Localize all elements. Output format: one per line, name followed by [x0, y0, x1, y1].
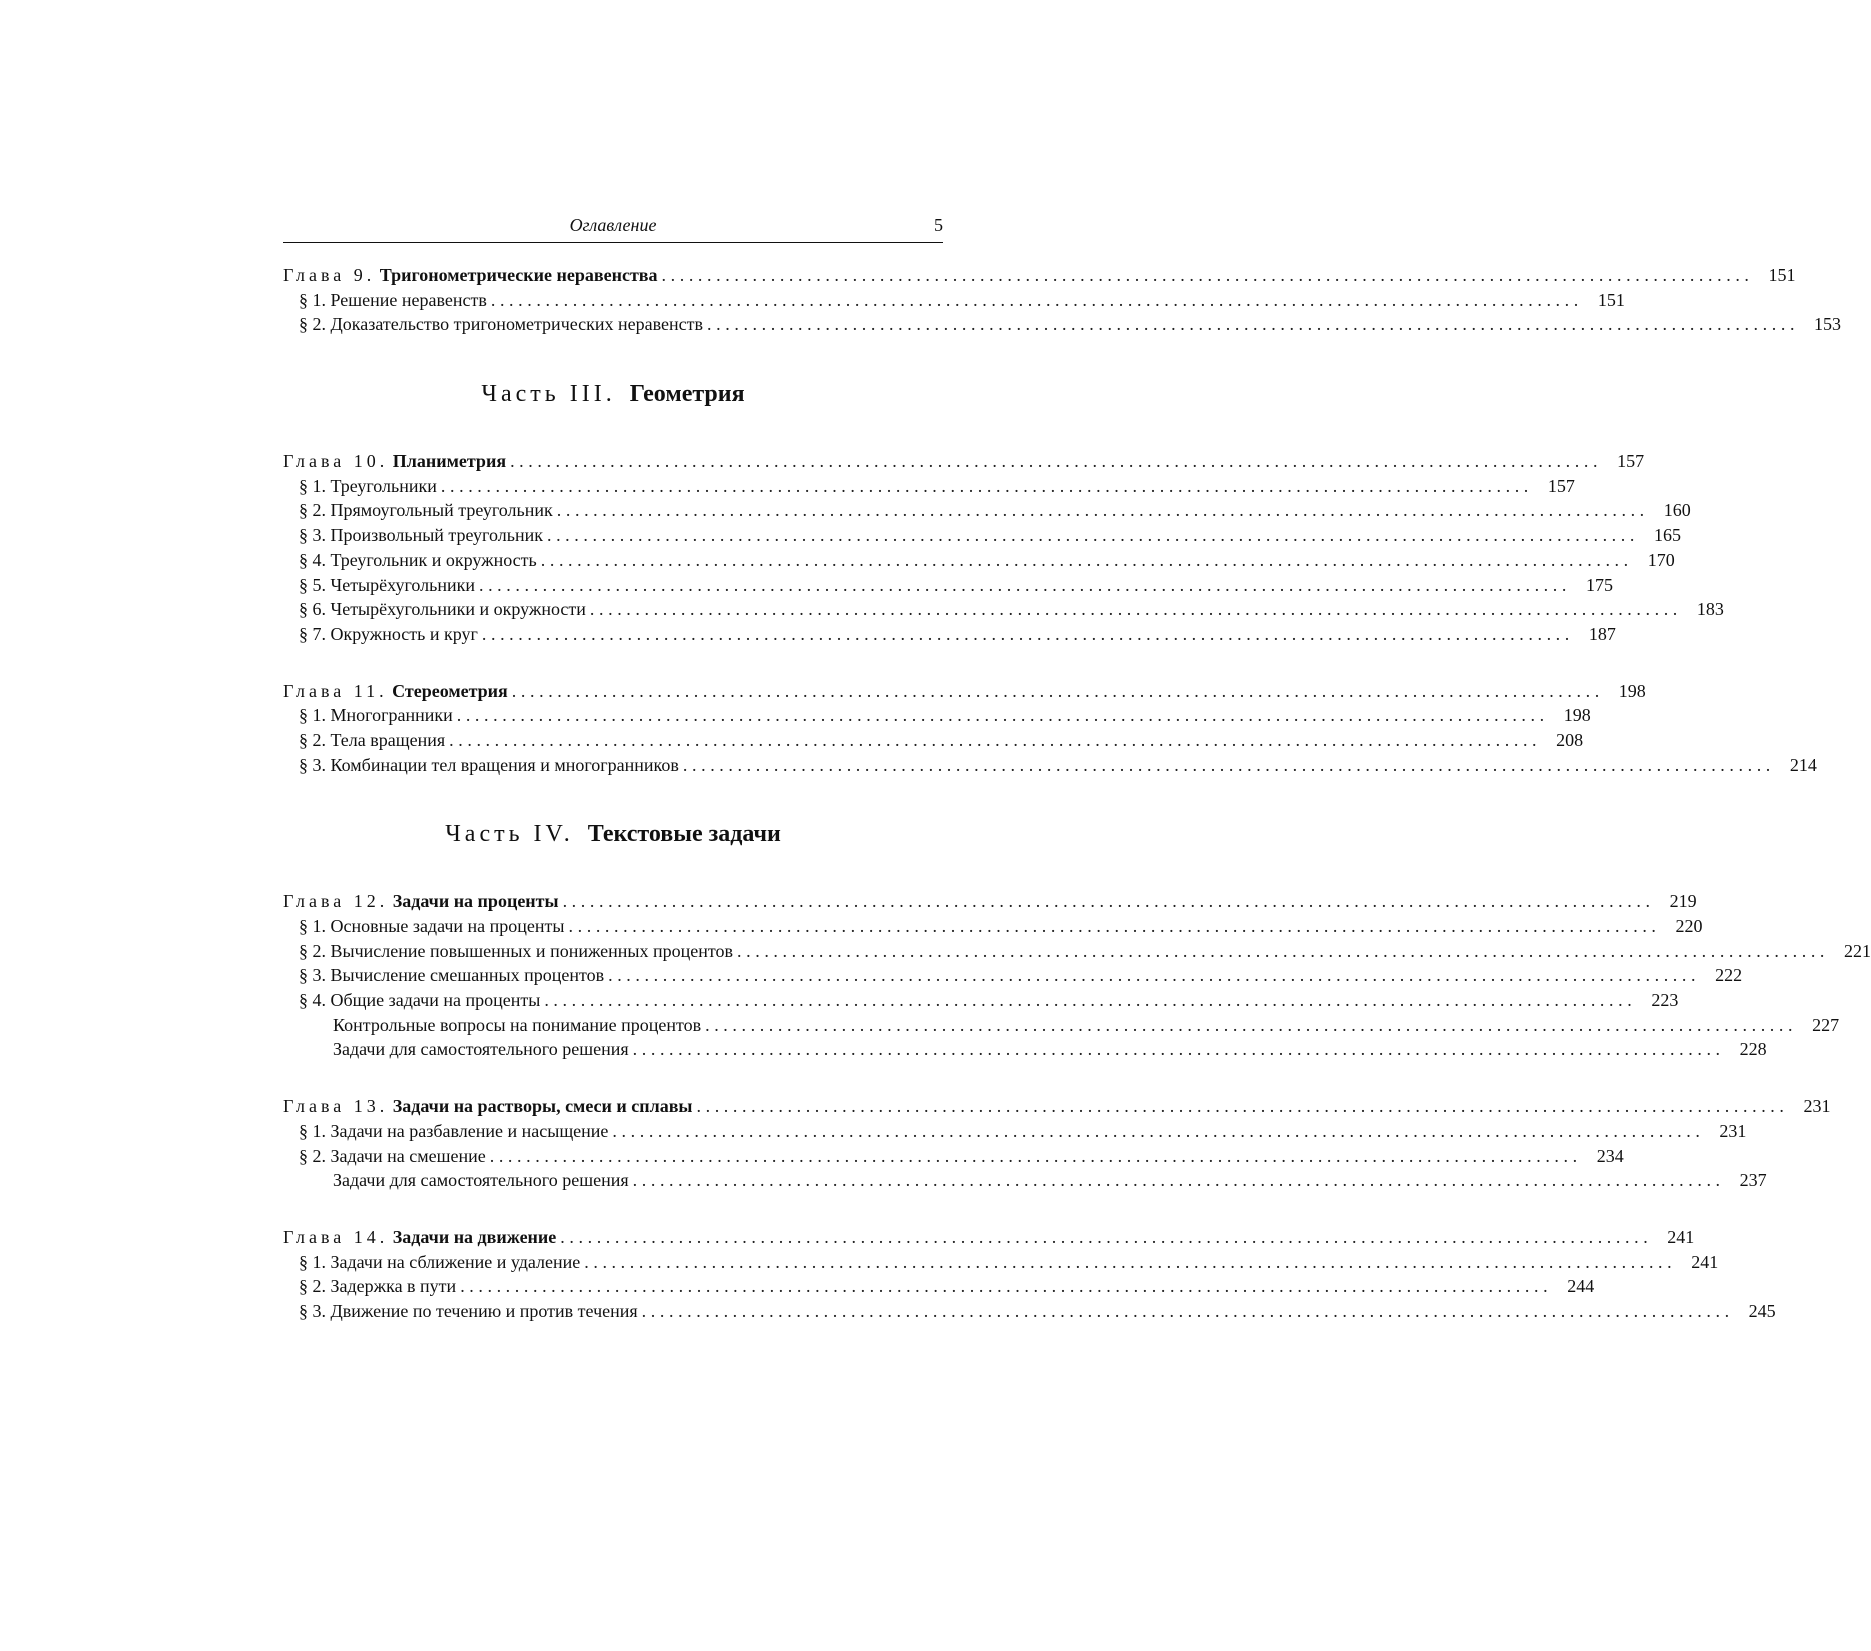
- page-number: 231: [1803, 1096, 1831, 1117]
- section-number: § 7.: [299, 623, 326, 644]
- page-number: 214: [1789, 754, 1817, 775]
- chapter-prefix: Глава 11.: [283, 680, 388, 701]
- page-number: 245: [1748, 1300, 1776, 1321]
- chapter-prefix: Глава 13.: [283, 1096, 389, 1117]
- section-title: Треугольники: [330, 475, 437, 496]
- section-number: § 2.: [299, 1276, 326, 1297]
- dot-leader: ........................................................................................................................: [696, 1096, 1789, 1117]
- section-title: Задачи на сближение и удаление: [330, 1251, 581, 1272]
- chapter-title: Планиметрия: [392, 451, 507, 472]
- toc-extra-row[interactable]: [283, 1037, 1767, 1062]
- dot-leader: ........................................................................................................................: [449, 729, 1542, 750]
- dot-leader: ........................................................................................................................: [568, 916, 1661, 936]
- dot-leader: ........................................................................................................................: [556, 500, 1649, 521]
- chapter-12-block: [283, 889, 1871, 1062]
- part-prefix: Часть III.: [481, 381, 616, 408]
- section-title: Решение неравенств: [330, 289, 487, 310]
- part-3-heading: [283, 378, 943, 410]
- section-number: § 3.: [299, 754, 326, 775]
- page-number: 241: [1667, 1226, 1695, 1247]
- extra-title: Задачи для самостоятельного решения: [333, 1039, 629, 1060]
- toc-page: [283, 212, 1871, 1324]
- dot-leader: ........................................................................................................................: [456, 705, 1549, 726]
- section-title: Задержка в пути: [330, 1276, 457, 1297]
- section-title: Общие задачи на проценты: [330, 990, 541, 1011]
- toc-chapter-row[interactable]: [283, 679, 1646, 704]
- dot-leader: ........................................................................................................................: [682, 754, 1775, 775]
- dot-leader: ........................................................................................................................: [560, 1226, 1653, 1247]
- part-4-heading: [283, 818, 943, 850]
- section-title: Доказательство тригонометрических неравенств: [330, 314, 704, 335]
- dot-leader: ........................................................................................................................: [584, 1251, 1677, 1272]
- page-number: 198: [1563, 705, 1591, 726]
- section-title: Основные задачи на проценты: [330, 916, 565, 936]
- section-number: § 1.: [299, 1120, 326, 1141]
- chapter-title: Задачи на движение: [392, 1226, 557, 1247]
- section-title: Окружность и круг: [330, 623, 478, 644]
- toc-section-row[interactable]: [283, 753, 1817, 778]
- dot-leader: ........................................................................................................................: [481, 623, 1574, 644]
- toc-chapter-row[interactable]: [283, 1225, 1695, 1250]
- dot-leader: ........................................................................................................................: [511, 680, 1604, 701]
- dot-leader: ........................................................................................................................: [632, 1170, 1725, 1191]
- toc-section-row[interactable]: [283, 1144, 1624, 1169]
- section-number: § 3.: [299, 525, 326, 546]
- toc-section-row[interactable]: [283, 474, 1575, 499]
- toc-section-row[interactable]: [283, 523, 1681, 548]
- section-number: § 5.: [299, 574, 326, 595]
- toc-section-row[interactable]: [283, 1250, 1719, 1275]
- section-number: § 1.: [299, 1251, 326, 1272]
- section-number: § 1.: [299, 289, 326, 310]
- section-number: § 2.: [299, 729, 326, 750]
- chapter-prefix: Глава 12.: [283, 891, 389, 912]
- toc-section-row[interactable]: [283, 498, 1691, 523]
- page-number: 223: [1651, 990, 1679, 1011]
- section-title: Вычисление смешанных процентов: [330, 965, 605, 986]
- page-number: 221: [1844, 940, 1871, 961]
- page-number: 175: [1585, 574, 1613, 595]
- section-title: Четырёхугольники и окружности: [330, 599, 586, 620]
- page-number: 228: [1739, 1039, 1767, 1060]
- page-number: 165: [1653, 525, 1681, 546]
- section-title: Произвольный треугольник: [330, 525, 543, 546]
- section-title: Четырёхугольники: [330, 574, 475, 595]
- section-title: Треугольник и окружность: [330, 549, 537, 570]
- dot-leader: ........................................................................................................................: [737, 940, 1830, 961]
- page-number: 208: [1556, 729, 1584, 750]
- toc-section-row[interactable]: [283, 573, 1613, 598]
- dot-leader: ........................................................................................................................: [612, 1120, 1705, 1141]
- dot-leader: ........................................................................................................................: [460, 1276, 1553, 1297]
- page-number: 157: [1547, 475, 1575, 496]
- chapter-prefix: Глава 10.: [283, 451, 389, 472]
- section-title: Движение по течению и против течения: [330, 1300, 638, 1321]
- toc-section-row[interactable]: [283, 288, 1625, 313]
- section-title: Задачи на разбавление и насыщение: [330, 1120, 609, 1141]
- page-number: 187: [1588, 623, 1616, 644]
- section-number: § 3.: [299, 965, 326, 986]
- extra-title: Контрольные вопросы на понимание процентов: [333, 1014, 702, 1035]
- dot-leader: ........................................................................................................................: [661, 265, 1754, 285]
- dot-leader: ........................................................................................................................: [707, 314, 1800, 335]
- page-number: 244: [1567, 1276, 1595, 1297]
- dot-leader: ........................................................................................................................: [632, 1039, 1725, 1060]
- page-number: 231: [1719, 1120, 1747, 1141]
- page-number: 157: [1617, 451, 1645, 472]
- section-number: § 2.: [299, 1145, 326, 1166]
- page-number: 170: [1647, 549, 1675, 570]
- section-number: § 3.: [299, 1300, 326, 1321]
- dot-leader: ........................................................................................................................: [641, 1300, 1734, 1321]
- dot-leader: ........................................................................................................................: [489, 1145, 1582, 1166]
- dot-leader: ........................................................................................................................: [608, 965, 1701, 986]
- chapter-prefix: Глава 14.: [283, 1226, 389, 1247]
- toc-extra-row[interactable]: [283, 1013, 1840, 1038]
- section-number: § 4.: [299, 549, 326, 570]
- toc-section-row[interactable]: [283, 1119, 1747, 1144]
- page-number: 241: [1691, 1251, 1719, 1272]
- chapter-title: Задачи на проценты: [392, 891, 559, 912]
- toc-section-row[interactable]: [283, 1299, 1776, 1324]
- section-title: Прямоугольный треугольник: [330, 500, 553, 521]
- page-number: 220: [1675, 916, 1703, 936]
- toc-chapter-row[interactable]: [283, 1094, 1831, 1119]
- chapter-9-block: [283, 263, 1842, 337]
- section-number: § 1.: [299, 475, 326, 496]
- page-number: 198: [1618, 680, 1646, 701]
- dot-leader: ........................................................................................................................: [562, 891, 1655, 912]
- part-prefix: Часть IV.: [445, 821, 574, 848]
- chapter-14-block: [283, 1225, 1776, 1324]
- toc-section-row[interactable]: [283, 914, 1703, 939]
- section-title: Тела вращения: [330, 729, 446, 750]
- section-number: § 1.: [299, 705, 326, 726]
- dot-leader: ........................................................................................................................: [589, 599, 1682, 620]
- part-name: Геометрия: [629, 381, 745, 408]
- dot-leader: ........................................................................................................................: [478, 574, 1571, 595]
- toc-chapter-row[interactable]: [283, 449, 1645, 474]
- page-number: 234: [1596, 1145, 1624, 1166]
- page-number: 151: [1597, 289, 1625, 310]
- section-title: Многогранники: [330, 705, 453, 726]
- page-number: 160: [1663, 500, 1691, 521]
- section-number: § 6.: [299, 599, 326, 620]
- toc-extra-row[interactable]: [283, 1168, 1767, 1193]
- dot-leader: ........................................................................................................................: [544, 990, 1637, 1011]
- dot-leader: ........................................................................................................................: [440, 475, 1533, 496]
- section-number: § 4.: [299, 990, 326, 1011]
- page-number: 183: [1696, 599, 1724, 620]
- section-title: Вычисление повышенных и пониженных процентов: [330, 940, 734, 961]
- chapter-11-block: [283, 679, 1817, 778]
- page-number: 153: [1814, 314, 1842, 335]
- toc-chapter-row[interactable]: [283, 889, 1697, 914]
- toc-section-row[interactable]: [283, 939, 1871, 964]
- dot-leader: ........................................................................................................................: [510, 451, 1603, 472]
- section-number: § 2.: [299, 940, 326, 961]
- chapter-10-block: [283, 449, 1724, 647]
- toc-section-row[interactable]: [283, 312, 1842, 337]
- toc-section-row[interactable]: [283, 963, 1743, 988]
- section-title: Комбинации тел вращения и многогранников: [330, 754, 679, 775]
- chapter-title: Тригонометрические неравенства: [379, 265, 658, 285]
- page-number: 227: [1812, 1014, 1840, 1035]
- page-number: 219: [1669, 891, 1697, 912]
- part-name: Текстовые задачи: [587, 821, 781, 848]
- dot-leader: ........................................................................................................................: [705, 1014, 1798, 1035]
- running-header: [283, 212, 943, 243]
- section-number: § 2.: [299, 500, 326, 521]
- chapter-13-block: [283, 1094, 1831, 1193]
- chapter-title: Задачи на растворы, смеси и сплавы: [392, 1096, 693, 1117]
- page-number: 222: [1715, 965, 1743, 986]
- chapter-prefix: Глава 9.: [283, 265, 376, 285]
- section-number: § 1.: [299, 916, 326, 936]
- toc-section-row[interactable]: [283, 703, 1591, 728]
- toc-section-row[interactable]: [283, 622, 1616, 647]
- toc-chapter-row[interactable]: [283, 263, 1796, 288]
- header-title: Оглавление: [569, 215, 657, 235]
- toc-section-row[interactable]: [283, 728, 1584, 753]
- section-number: § 2.: [299, 314, 326, 335]
- section-title: Задачи на смешение: [330, 1145, 486, 1166]
- dot-leader: ........................................................................................................................: [546, 525, 1639, 546]
- dot-leader: ........................................................................................................................: [490, 289, 1583, 310]
- page-number: 237: [1739, 1170, 1767, 1191]
- extra-title: Задачи для самостоятельного решения: [333, 1170, 629, 1191]
- toc-section-row[interactable]: [283, 597, 1724, 622]
- chapter-title: Стереометрия: [392, 680, 508, 701]
- toc-section-row[interactable]: [283, 1274, 1595, 1299]
- toc-section-row[interactable]: [283, 988, 1679, 1013]
- header-page-number: 5: [934, 215, 943, 235]
- dot-leader: ........................................................................................................................: [540, 549, 1633, 570]
- page-number: 151: [1768, 265, 1796, 285]
- toc-section-row[interactable]: [283, 548, 1675, 573]
